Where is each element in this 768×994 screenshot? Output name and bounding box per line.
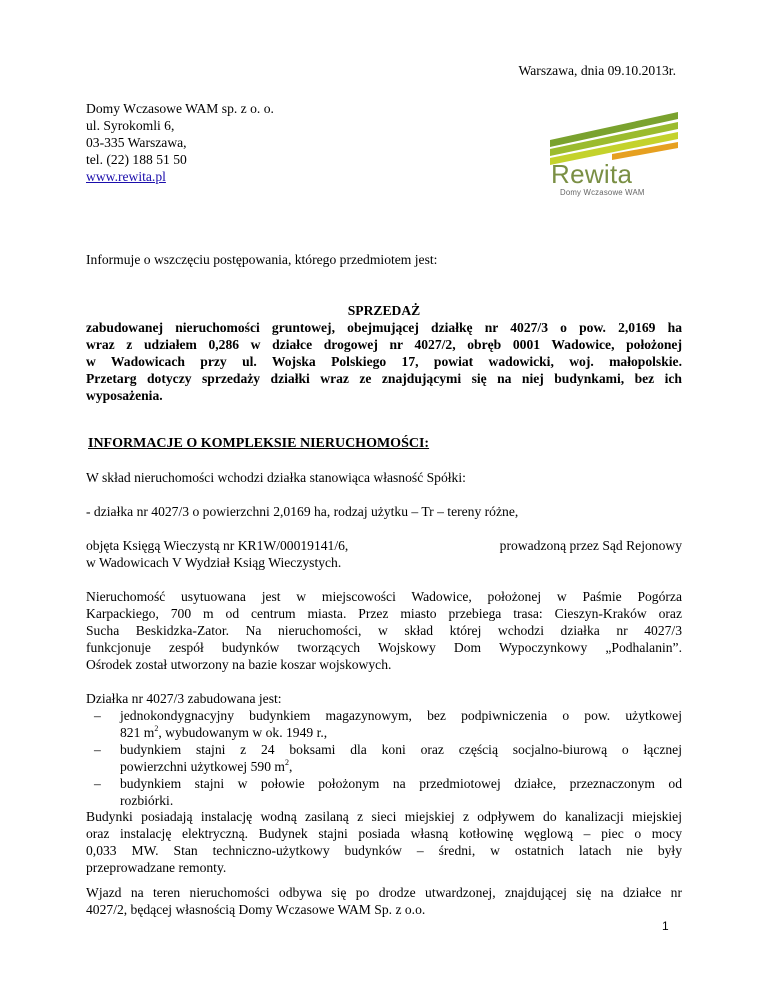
- utilities-line: przeprowadzane remonty.: [86, 860, 227, 875]
- building-area: powierzchni użytkowej 590 m: [120, 759, 285, 774]
- building-detail: , wybudowanym w ok. 1949 r.,: [158, 725, 328, 740]
- composition-text: W skład nieruchomości wchodzi działka stanowiąca własność Spółki:: [86, 470, 466, 485]
- dash-bullet: –: [94, 776, 101, 791]
- superscript: 2: [154, 724, 159, 733]
- building-detail: ,: [288, 759, 293, 774]
- location-line: Nieruchomość usytuowana jest w miejscowości Wadowice, położonej w Paśmie Pogórza: [86, 589, 682, 604]
- sender-address: [86, 100, 386, 185]
- location-line: Karpackiego, 700 m od centrum miasta. Przez miasto przebiega trasa: Cieszyn-Kraków oraz: [86, 606, 682, 621]
- building-line: budynkiem stajni w połowie położonym na przedmiotowej działce, przeznaczonym od: [120, 776, 682, 791]
- section-heading: INFORMACJE O KOMPLEKSIE NIERUCHOMOŚCI:: [88, 436, 430, 451]
- plot-item: - działka nr 4027/3 o powierzchni 2,0169 ha, rodzaj użytku – Tr – tereny różne,: [86, 504, 519, 519]
- access-line: Wjazd na teren nieruchomości odbywa się po drodze utwardzonej, znajdującej się na działce nr: [86, 885, 682, 900]
- location-paragraph: [86, 588, 682, 673]
- built-intro: Działka nr 4027/3 zabudowana jest:: [86, 691, 282, 706]
- document-title: SPRZEDAŻ: [347, 303, 421, 318]
- website-link[interactable]: www.rewita.pl: [86, 169, 166, 184]
- logo-subtitle: Domy Wczasowe WAM: [560, 188, 645, 197]
- subject-line: w Wadowicach przy ul. Wojska Polskiego 17, powiat wadowicki, woj. małopolskie.: [86, 354, 682, 369]
- building-line: rozbiórki.: [120, 793, 174, 808]
- utilities-line: Budynki posiadają instalację wodną zasilaną z sieci miejskiej z odpływem do kanalizacji miejskiej: [86, 809, 682, 824]
- utilities-paragraph: [86, 808, 682, 876]
- buildings-list: [86, 707, 682, 809]
- utilities-line: oraz instalację elektryczną. Budynek stajni posiada własną kotłowinę węglową – piec o mocy: [86, 826, 682, 841]
- dash-bullet: –: [94, 742, 101, 757]
- list-item: [86, 741, 682, 775]
- building-line: [120, 758, 682, 775]
- access-paragraph: [86, 884, 682, 918]
- subject-line: wyposażenia.: [86, 388, 163, 403]
- address-line: 03-335 Warszawa,: [86, 135, 187, 150]
- building-line: [120, 724, 682, 741]
- logo-brand: Rewita: [551, 159, 633, 189]
- list-item: [86, 707, 682, 741]
- land-register-left: objęta Księgą Wieczystą nr KR1W/00019141/6,: [86, 538, 349, 553]
- access-line: 4027/2, będącej własnością Domy Wczasowe WAM Sp. z o.o.: [86, 902, 426, 917]
- building-line: budynkiem stajni z 24 boksami dla koni oraz częścią socjalno-biurową o łącznej: [120, 742, 682, 757]
- building-line: jednokondygnacyjny budynkiem magazynowym, bez podpiwniczenia o pow. użytkowej: [120, 708, 682, 723]
- list-item: [86, 775, 682, 809]
- subject-line: zabudowanej nieruchomości gruntowej, obejmującej działkę nr 4027/3 o pow. 2,0169 ha: [86, 320, 682, 335]
- location-line: Ośrodek został utworzony na bazie koszar wojskowych.: [86, 657, 392, 672]
- land-register-right: prowadzoną przez Sąd Rejonowy: [499, 538, 682, 553]
- land-register-paragraph: [86, 537, 682, 571]
- subject-paragraph: [86, 319, 682, 404]
- superscript: 2: [284, 758, 289, 767]
- utilities-line: 0,033 MW. Stan techniczno-użytkowy budynków – średni, w ostatnich latach nie były: [86, 843, 682, 858]
- built-section: [86, 690, 682, 809]
- subject-line: Przetarg dotyczy sprzedaży działki wraz ze znajdującymi się na niej budynkami, bez ich: [86, 371, 682, 386]
- location-line: funkcjonuje zespół budynków tworzących Wojskowy Dom Wypoczynkowy „Podhalanin”.: [86, 640, 682, 655]
- intro-text: Informuje o wszczęciu postępowania, którego przedmiotem jest:: [86, 252, 438, 267]
- building-area: 821 m: [120, 725, 155, 740]
- address-line: ul. Syrokomli 6,: [86, 118, 175, 133]
- subject-line: wraz z udziałem 0,286 w działce drogowej nr 4027/2, obręb 0001 Wadowice, położonej: [86, 337, 682, 352]
- address-line: Domy Wczasowe WAM sp. z o. o.: [86, 101, 274, 116]
- date-line: Warszawa, dnia 09.10.2013r.: [518, 63, 676, 78]
- location-line: Sucha Beskidzka-Zator. Na nieruchomości, w skład której wchodzi działka nr 4027/3: [86, 623, 682, 638]
- land-register-line: w Wadowicach V Wydział Ksiąg Wieczystych.: [86, 555, 342, 570]
- dash-bullet: –: [94, 708, 101, 723]
- page-number: 1: [662, 919, 669, 933]
- address-line: tel. (22) 188 51 50: [86, 152, 187, 167]
